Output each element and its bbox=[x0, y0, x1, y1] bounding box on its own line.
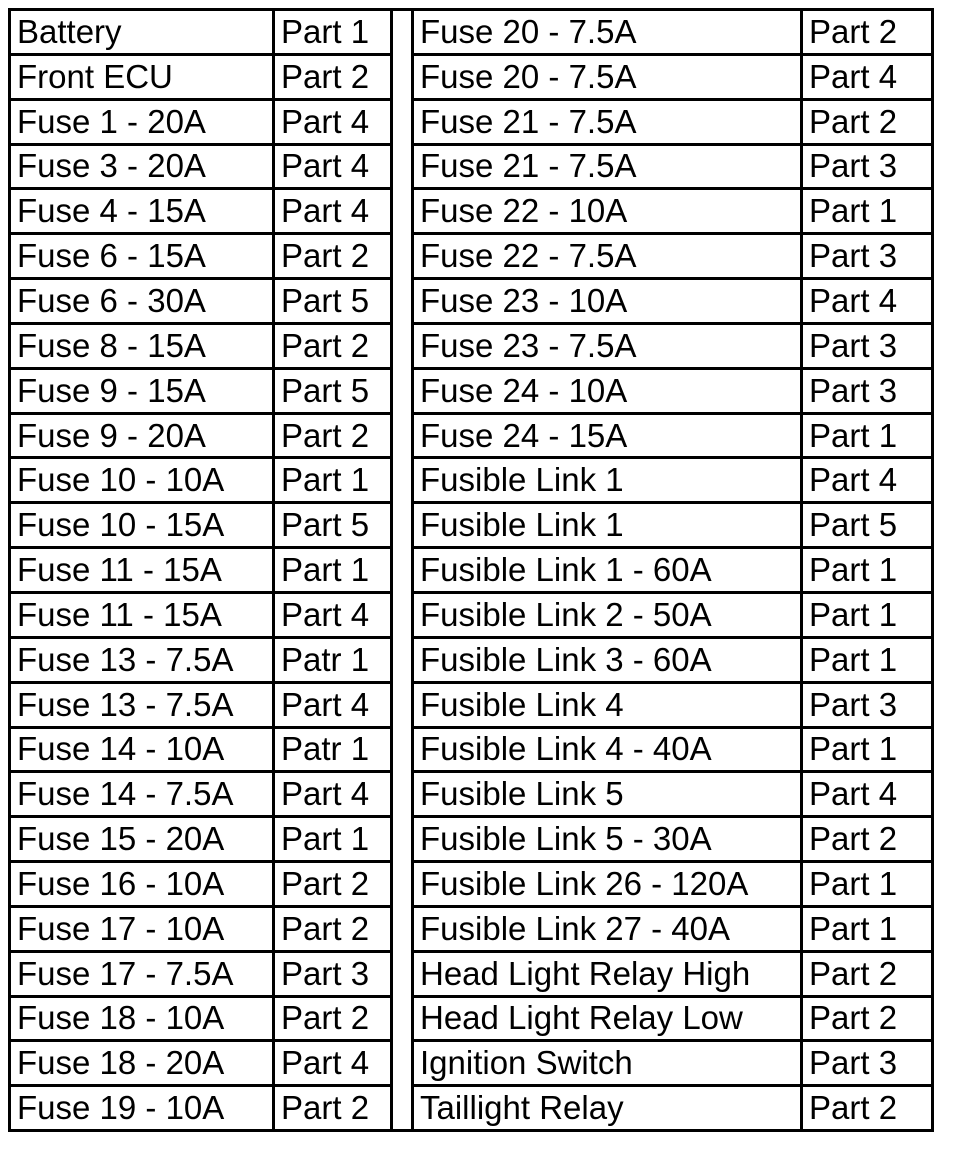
part-cell: Part 4 bbox=[281, 147, 370, 185]
part-cell: Part 5 bbox=[281, 506, 370, 544]
part-cell: Part 1 bbox=[809, 192, 898, 230]
table-row bbox=[11, 101, 390, 146]
part-cell: Part 5 bbox=[809, 506, 898, 544]
part-cell: Part 3 bbox=[809, 685, 898, 723]
part-cell: Part 4 bbox=[281, 102, 370, 140]
table-row bbox=[11, 370, 390, 415]
table-row bbox=[11, 773, 390, 818]
table-row bbox=[11, 415, 390, 460]
part-cell: Part 3 bbox=[809, 1044, 898, 1082]
part-cell: Part 2 bbox=[281, 909, 370, 947]
table-row bbox=[11, 1087, 390, 1129]
part-cell: Part 2 bbox=[281, 326, 370, 364]
part-cell: Part 1 bbox=[281, 820, 370, 858]
component-name-cell: Fusible Link 5 bbox=[414, 773, 803, 815]
component-name-cell: Fuse 8 - 15A bbox=[11, 325, 275, 367]
table-row bbox=[11, 729, 390, 774]
component-name-cell: Fuse 18 - 10A bbox=[11, 998, 275, 1040]
part-cell: Part 1 bbox=[281, 461, 370, 499]
part-cell: Part 2 bbox=[809, 1089, 898, 1127]
component-name-cell: Fuse 21 - 7.5A bbox=[414, 146, 803, 188]
table-row bbox=[414, 908, 931, 953]
component-name-cell: Fuse 23 - 7.5A bbox=[414, 325, 803, 367]
table-row bbox=[414, 549, 931, 594]
table-row bbox=[414, 11, 931, 56]
table-row bbox=[11, 549, 390, 594]
part-cell: Part 4 bbox=[281, 685, 370, 723]
part-cell: Part 4 bbox=[281, 775, 370, 813]
component-name-cell: Fusible Link 2 - 50A bbox=[414, 594, 803, 636]
component-name-cell: Fusible Link 1 bbox=[414, 459, 803, 501]
component-name-cell: Battery bbox=[11, 11, 275, 53]
part-cell: Part 3 bbox=[809, 326, 898, 364]
part-cell: Part 1 bbox=[809, 640, 898, 678]
table-row bbox=[414, 1087, 931, 1129]
component-name-cell: Fusible Link 27 - 40A bbox=[414, 908, 803, 950]
table-row bbox=[414, 729, 931, 774]
part-cell: Part 1 bbox=[281, 551, 370, 589]
table-row bbox=[11, 325, 390, 370]
part-cell: Part 2 bbox=[809, 102, 898, 140]
table-row bbox=[414, 235, 931, 280]
part-cell: Part 1 bbox=[809, 416, 898, 454]
component-name-cell: Fuse 16 - 10A bbox=[11, 863, 275, 905]
table-row bbox=[414, 863, 931, 908]
part-cell: Part 5 bbox=[281, 281, 370, 319]
component-name-cell: Fuse 9 - 20A bbox=[11, 415, 275, 457]
component-name-cell: Fuse 10 - 10A bbox=[11, 459, 275, 501]
part-cell: Part 2 bbox=[281, 416, 370, 454]
component-name-cell: Fuse 22 - 10A bbox=[414, 190, 803, 232]
component-name-cell: Fuse 3 - 20A bbox=[11, 146, 275, 188]
table-row bbox=[414, 56, 931, 101]
table-row bbox=[414, 639, 931, 684]
part-cell: Part 3 bbox=[809, 147, 898, 185]
column-divider bbox=[393, 11, 414, 1129]
component-name-cell: Fuse 4 - 15A bbox=[11, 190, 275, 232]
component-name-cell: Fusible Link 26 - 120A bbox=[414, 863, 803, 905]
component-name-cell: Fuse 11 - 15A bbox=[11, 594, 275, 636]
part-cell: Part 1 bbox=[809, 864, 898, 902]
part-cell: Part 2 bbox=[281, 237, 370, 275]
part-cell: Part 4 bbox=[809, 775, 898, 813]
part-cell: Patr 1 bbox=[281, 640, 370, 678]
component-name-cell: Fuse 18 - 20A bbox=[11, 1042, 275, 1084]
table-row bbox=[11, 908, 390, 953]
table-row bbox=[11, 146, 390, 191]
component-name-cell: Fuse 20 - 7.5A bbox=[414, 56, 803, 98]
table-row bbox=[11, 639, 390, 684]
component-name-cell: Ignition Switch bbox=[414, 1042, 803, 1084]
component-name-cell: Fuse 13 - 7.5A bbox=[11, 639, 275, 681]
left-table-block bbox=[11, 11, 393, 1129]
table-row bbox=[11, 235, 390, 280]
component-name-cell: Fuse 23 - 10A bbox=[414, 280, 803, 322]
component-name-cell: Fuse 21 - 7.5A bbox=[414, 101, 803, 143]
part-cell: Part 3 bbox=[809, 371, 898, 409]
table-row bbox=[11, 818, 390, 863]
table-row bbox=[11, 1042, 390, 1087]
table-row bbox=[11, 459, 390, 504]
part-cell: Part 4 bbox=[281, 595, 370, 633]
part-cell: Part 1 bbox=[809, 730, 898, 768]
component-name-cell: Fuse 6 - 30A bbox=[11, 280, 275, 322]
table-row bbox=[414, 594, 931, 639]
table-row bbox=[414, 190, 931, 235]
component-name-cell: Fuse 13 - 7.5A bbox=[11, 684, 275, 726]
part-cell: Part 4 bbox=[281, 1044, 370, 1082]
part-cell: Part 2 bbox=[281, 999, 370, 1037]
component-name-cell: Fusible Link 3 - 60A bbox=[414, 639, 803, 681]
component-name-cell: Fuse 10 - 15A bbox=[11, 504, 275, 546]
part-cell: Part 2 bbox=[809, 12, 898, 50]
table-row bbox=[11, 594, 390, 639]
table-row bbox=[414, 415, 931, 460]
table-row bbox=[11, 11, 390, 56]
table-row bbox=[11, 684, 390, 729]
component-name-cell: Fusible Link 1 bbox=[414, 504, 803, 546]
component-name-cell: Fuse 15 - 20A bbox=[11, 818, 275, 860]
fuse-part-table bbox=[8, 8, 934, 1132]
component-name-cell: Fuse 19 - 10A bbox=[11, 1087, 275, 1129]
component-name-cell: Fuse 11 - 15A bbox=[11, 549, 275, 591]
component-name-cell: Fusible Link 5 - 30A bbox=[414, 818, 803, 860]
table-row bbox=[414, 684, 931, 729]
part-cell: Part 1 bbox=[809, 909, 898, 947]
table-row bbox=[414, 146, 931, 191]
table-row bbox=[11, 953, 390, 998]
component-name-cell: Fuse 22 - 7.5A bbox=[414, 235, 803, 277]
component-name-cell: Head Light Relay High bbox=[414, 953, 803, 995]
table-row bbox=[414, 773, 931, 818]
part-cell: Part 2 bbox=[809, 954, 898, 992]
component-name-cell: Fuse 24 - 15A bbox=[414, 415, 803, 457]
part-cell: Part 1 bbox=[809, 551, 898, 589]
table-row bbox=[11, 280, 390, 325]
part-cell: Part 2 bbox=[281, 1089, 370, 1127]
table-row bbox=[414, 325, 931, 370]
component-name-cell: Fuse 1 - 20A bbox=[11, 101, 275, 143]
table-row bbox=[11, 998, 390, 1043]
part-cell: Part 2 bbox=[809, 999, 898, 1037]
table-row bbox=[414, 1042, 931, 1087]
component-name-cell: Fuse 17 - 7.5A bbox=[11, 953, 275, 995]
table-row bbox=[414, 818, 931, 863]
right-table-block bbox=[414, 11, 931, 1129]
table-row bbox=[11, 190, 390, 235]
component-name-cell: Taillight Relay bbox=[414, 1087, 803, 1129]
component-name-cell: Fusible Link 1 - 60A bbox=[414, 549, 803, 591]
part-cell: Part 2 bbox=[281, 864, 370, 902]
table-row bbox=[414, 280, 931, 325]
table-row bbox=[414, 504, 931, 549]
part-cell: Part 4 bbox=[281, 192, 370, 230]
part-cell: Part 3 bbox=[281, 954, 370, 992]
table-row bbox=[11, 504, 390, 549]
table-row bbox=[414, 998, 931, 1043]
table-row bbox=[414, 370, 931, 415]
component-name-cell: Head Light Relay Low bbox=[414, 998, 803, 1040]
component-name-cell: Fuse 6 - 15A bbox=[11, 235, 275, 277]
component-name-cell: Front ECU bbox=[11, 56, 275, 98]
part-cell: Part 1 bbox=[281, 12, 370, 50]
table-row bbox=[414, 459, 931, 504]
part-cell: Part 3 bbox=[809, 237, 898, 275]
table-row bbox=[414, 953, 931, 998]
component-name-cell: Fuse 14 - 10A bbox=[11, 729, 275, 771]
component-name-cell: Fuse 9 - 15A bbox=[11, 370, 275, 412]
component-name-cell: Fuse 20 - 7.5A bbox=[414, 11, 803, 53]
table-row bbox=[414, 101, 931, 146]
part-cell: Part 2 bbox=[281, 57, 370, 95]
table-row bbox=[11, 56, 390, 101]
component-name-cell: Fuse 24 - 10A bbox=[414, 370, 803, 412]
component-name-cell: Fusible Link 4 - 40A bbox=[414, 729, 803, 771]
component-name-cell: Fuse 17 - 10A bbox=[11, 908, 275, 950]
component-name-cell: Fusible Link 4 bbox=[414, 684, 803, 726]
part-cell: Part 2 bbox=[809, 820, 898, 858]
part-cell: Part 1 bbox=[809, 595, 898, 633]
part-cell: Part 5 bbox=[281, 371, 370, 409]
part-cell: Part 4 bbox=[809, 461, 898, 499]
part-cell: Part 4 bbox=[809, 281, 898, 319]
part-cell: Part 4 bbox=[809, 57, 898, 95]
component-name-cell: Fuse 14 - 7.5A bbox=[11, 773, 275, 815]
table-row bbox=[11, 863, 390, 908]
part-cell: Patr 1 bbox=[281, 730, 370, 768]
